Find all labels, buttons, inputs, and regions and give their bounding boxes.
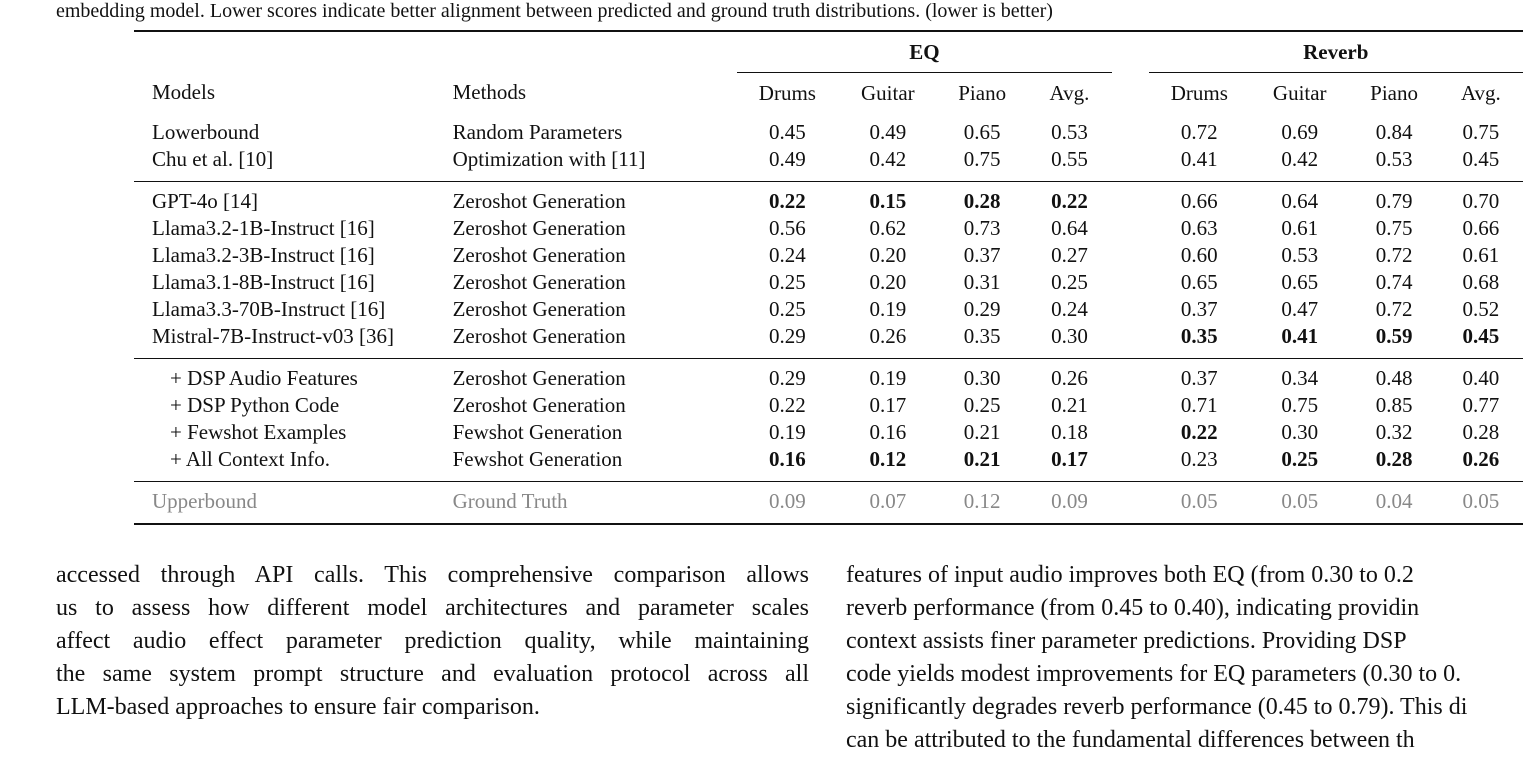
table-row: [134, 113, 1523, 146]
reverb-value-cell: 0.48: [1375, 366, 1413, 390]
col-header-reverb-avg: Avg.: [1460, 80, 1501, 105]
reverb-value-cell: 0.05: [1281, 489, 1319, 513]
col-header-eq-piano: Piano: [958, 80, 1007, 105]
body-line: LLM-based approaches to ensure fair comparison.: [56, 694, 540, 720]
reverb-value-cell: 0.70: [1462, 189, 1500, 213]
table-row: [134, 392, 1523, 419]
method-cell: Optimization with [11]: [452, 147, 646, 171]
reverb-value-cell: 0.60: [1180, 243, 1218, 267]
column-gap: [1112, 182, 1149, 216]
model-name-cell: + DSP Audio Features: [170, 366, 358, 390]
eq-value-cell: 0.09: [769, 489, 806, 513]
group-header-reverb: Reverb: [1149, 31, 1523, 73]
eq-value-cell: 0.49: [869, 120, 907, 144]
reverb-value-cell: 0.47: [1281, 297, 1319, 321]
eq-value-cell: 0.26: [1051, 366, 1088, 390]
eq-value-cell: 0.73: [963, 216, 1001, 240]
reverb-value-cell: 0.72: [1375, 243, 1413, 267]
method-cell: Zeroshot Generation: [452, 324, 626, 348]
reverb-value-cell: 0.23: [1180, 447, 1218, 471]
eq-value-cell: 0.37: [963, 243, 1001, 267]
reverb-value-cell: 0.28: [1375, 447, 1413, 471]
reverb-value-cell: 0.25: [1281, 447, 1319, 471]
reverb-value-cell: 0.05: [1180, 489, 1218, 513]
eq-value-cell: 0.75: [963, 147, 1001, 171]
method-cell: Zeroshot Generation: [452, 216, 626, 240]
column-gap: [1112, 323, 1149, 359]
col-header-models: Models: [152, 80, 215, 105]
eq-value-cell: 0.24: [769, 243, 806, 267]
method-cell: Zeroshot Generation: [452, 393, 626, 417]
reverb-value-cell: 0.65: [1180, 270, 1218, 294]
method-cell: Fewshot Generation: [452, 447, 623, 471]
table-row: [134, 296, 1523, 323]
method-cell: Fewshot Generation: [452, 420, 623, 444]
reverb-value-cell: 0.53: [1375, 147, 1413, 171]
model-name-cell: Llama3.2-1B-Instruct [16]: [152, 216, 375, 240]
reverb-value-cell: 0.05: [1462, 489, 1500, 513]
eq-value-cell: 0.20: [869, 270, 907, 294]
results-table-container: [134, 30, 1523, 525]
eq-value-cell: 0.65: [963, 120, 1001, 144]
model-name-cell: Llama3.1-8B-Instruct [16]: [152, 270, 375, 294]
reverb-value-cell: 0.68: [1462, 270, 1500, 294]
column-gap: [1112, 359, 1149, 393]
reverb-value-cell: 0.22: [1180, 420, 1218, 444]
eq-value-cell: 0.29: [769, 366, 806, 390]
body-line: reverb performance (from 0.45 to 0.40), indicating providin: [846, 595, 1420, 621]
reverb-value-cell: 0.59: [1375, 324, 1413, 348]
eq-value-cell: 0.30: [963, 366, 1001, 390]
eq-value-cell: 0.21: [963, 447, 1001, 471]
col-header-reverb-piano: Piano: [1370, 80, 1419, 105]
eq-value-cell: 0.22: [1051, 189, 1088, 213]
body-line: significantly degrades reverb performance (0.45 to 0.79). This di: [846, 694, 1468, 720]
reverb-value-cell: 0.45: [1462, 147, 1500, 171]
body-line: accessed through API calls. This comprehensive comparison allows: [56, 562, 809, 588]
eq-value-cell: 0.49: [769, 147, 806, 171]
body-line: affect audio effect parameter prediction quality, while maintaining: [56, 628, 809, 654]
reverb-value-cell: 0.69: [1281, 120, 1319, 144]
eq-value-cell: 0.64: [1051, 216, 1088, 240]
body-line: features of input audio improves both EQ (from 0.30 to 0.2: [846, 562, 1414, 588]
eq-value-cell: 0.19: [769, 420, 806, 444]
table-row: [134, 242, 1523, 269]
eq-value-cell: 0.19: [869, 297, 907, 321]
eq-value-cell: 0.18: [1051, 420, 1088, 444]
column-gap: [1112, 269, 1149, 296]
col-header-eq-guitar: Guitar: [860, 80, 915, 105]
body-line: can be attributed to the fundamental differences between th: [846, 727, 1415, 753]
eq-value-cell: 0.12: [963, 489, 1001, 513]
eq-value-cell: 0.20: [869, 243, 907, 267]
reverb-value-cell: 0.37: [1180, 366, 1218, 390]
eq-value-cell: 0.29: [769, 324, 806, 348]
model-name-cell: Upperbound: [152, 489, 257, 513]
reverb-value-cell: 0.45: [1462, 324, 1500, 348]
eq-value-cell: 0.24: [1051, 297, 1088, 321]
reverb-value-cell: 0.77: [1462, 393, 1500, 417]
eq-value-cell: 0.26: [869, 324, 907, 348]
model-name-cell: Chu et al. [10]: [152, 147, 274, 171]
reverb-value-cell: 0.79: [1375, 189, 1413, 213]
reverb-value-cell: 0.72: [1180, 120, 1218, 144]
table-row: [134, 419, 1523, 446]
column-gap: [1112, 296, 1149, 323]
reverb-value-cell: 0.85: [1375, 393, 1413, 417]
eq-value-cell: 0.22: [769, 189, 806, 213]
col-header-eq-drums: Drums: [758, 80, 816, 105]
eq-value-cell: 0.19: [869, 366, 907, 390]
model-name-cell: Mistral-7B-Instruct-v03 [36]: [152, 324, 395, 348]
reverb-value-cell: 0.61: [1281, 216, 1319, 240]
eq-value-cell: 0.42: [869, 147, 907, 171]
reverb-value-cell: 0.66: [1462, 216, 1500, 240]
eq-value-cell: 0.35: [963, 324, 1001, 348]
eq-value-cell: 0.62: [869, 216, 907, 240]
reverb-value-cell: 0.61: [1462, 243, 1500, 267]
column-gap: [1112, 113, 1149, 146]
method-cell: Zeroshot Generation: [452, 243, 626, 267]
eq-value-cell: 0.28: [963, 189, 1001, 213]
body-line: the same system prompt structure and evaluation protocol across all: [56, 661, 809, 687]
table-row: [134, 446, 1523, 482]
group-header-eq: EQ: [737, 31, 1112, 73]
reverb-value-cell: 0.52: [1462, 297, 1500, 321]
eq-value-cell: 0.29: [963, 297, 1001, 321]
eq-value-cell: 0.25: [769, 297, 806, 321]
reverb-value-cell: 0.75: [1462, 120, 1500, 144]
eq-value-cell: 0.09: [1051, 489, 1088, 513]
method-cell: Random Parameters: [452, 120, 623, 144]
table-row: [134, 146, 1523, 182]
eq-value-cell: 0.07: [869, 489, 907, 513]
reverb-value-cell: 0.30: [1281, 420, 1319, 444]
column-gap: [1112, 215, 1149, 242]
column-gap: [1112, 242, 1149, 269]
model-name-cell: Lowerbound: [152, 120, 260, 144]
method-cell: Zeroshot Generation: [452, 297, 626, 321]
reverb-value-cell: 0.04: [1375, 489, 1413, 513]
eq-value-cell: 0.15: [869, 189, 907, 213]
reverb-value-cell: 0.65: [1281, 270, 1319, 294]
body-text-left-column: [56, 559, 809, 724]
col-header-reverb-guitar: Guitar: [1272, 80, 1327, 105]
results-table: [134, 30, 1523, 525]
eq-value-cell: 0.31: [963, 270, 1001, 294]
sub-header-row: [134, 73, 1523, 114]
model-name-cell: + All Context Info.: [170, 447, 331, 471]
eq-value-cell: 0.21: [963, 420, 1001, 444]
table-row: [134, 182, 1523, 216]
method-cell: Zeroshot Generation: [452, 366, 626, 390]
model-name-cell: + DSP Python Code: [170, 393, 340, 417]
eq-value-cell: 0.16: [769, 447, 806, 471]
body-line: us to assess how different model architectures and parameter scales: [56, 595, 809, 621]
group-header-row: [134, 31, 1523, 73]
reverb-value-cell: 0.75: [1281, 393, 1319, 417]
reverb-value-cell: 0.75: [1375, 216, 1413, 240]
eq-value-cell: 0.25: [769, 270, 806, 294]
reverb-value-cell: 0.42: [1281, 147, 1319, 171]
reverb-value-cell: 0.32: [1375, 420, 1413, 444]
col-header-eq-avg: Avg.: [1049, 80, 1090, 105]
column-gap: [1112, 419, 1149, 446]
eq-value-cell: 0.56: [769, 216, 806, 240]
model-name-cell: Llama3.2-3B-Instruct [16]: [152, 243, 375, 267]
body-line: context assists finer parameter predictions. Providing DSP: [846, 628, 1407, 654]
table-row: [134, 482, 1523, 525]
column-gap: [1112, 146, 1149, 182]
reverb-value-cell: 0.71: [1180, 393, 1218, 417]
model-name-cell: Llama3.3-70B-Instruct [16]: [152, 297, 386, 321]
column-gap: [1112, 446, 1149, 482]
body-line: code yields modest improvements for EQ parameters (0.30 to 0.: [846, 661, 1462, 687]
body-text-right-column: [846, 559, 1523, 757]
method-cell: Zeroshot Generation: [452, 270, 626, 294]
model-name-cell: GPT-4o [14]: [152, 189, 258, 213]
eq-value-cell: 0.25: [963, 393, 1001, 417]
eq-value-cell: 0.55: [1051, 147, 1088, 171]
eq-value-cell: 0.30: [1051, 324, 1088, 348]
table-row: [134, 215, 1523, 242]
table-row: [134, 359, 1523, 393]
reverb-value-cell: 0.40: [1462, 366, 1500, 390]
eq-value-cell: 0.17: [869, 393, 907, 417]
reverb-value-cell: 0.37: [1180, 297, 1218, 321]
reverb-value-cell: 0.74: [1375, 270, 1413, 294]
eq-value-cell: 0.17: [1051, 447, 1088, 471]
eq-value-cell: 0.25: [1051, 270, 1088, 294]
reverb-value-cell: 0.66: [1180, 189, 1218, 213]
eq-value-cell: 0.16: [869, 420, 907, 444]
reverb-value-cell: 0.64: [1281, 189, 1319, 213]
column-gap: [1112, 482, 1149, 525]
method-cell: Ground Truth: [452, 489, 568, 513]
eq-value-cell: 0.53: [1051, 120, 1088, 144]
eq-value-cell: 0.21: [1051, 393, 1088, 417]
table-body: [134, 113, 1523, 524]
reverb-value-cell: 0.41: [1180, 147, 1218, 171]
reverb-value-cell: 0.26: [1462, 447, 1500, 471]
eq-value-cell: 0.45: [769, 120, 806, 144]
reverb-value-cell: 0.63: [1180, 216, 1218, 240]
table-row: [134, 269, 1523, 296]
table-row: [134, 323, 1523, 359]
table-caption: embedding model. Lower scores indicate better alignment between predicted and ground truth distributions. (lower is better): [56, 0, 1053, 22]
eq-value-cell: 0.12: [869, 447, 907, 471]
column-gap: [1112, 392, 1149, 419]
model-name-cell: + Fewshot Examples: [170, 420, 347, 444]
eq-value-cell: 0.22: [769, 393, 806, 417]
reverb-value-cell: 0.41: [1281, 324, 1319, 348]
eq-value-cell: 0.27: [1051, 243, 1088, 267]
col-header-methods: Methods: [452, 80, 527, 105]
reverb-value-cell: 0.84: [1375, 120, 1413, 144]
reverb-value-cell: 0.28: [1462, 420, 1500, 444]
method-cell: Zeroshot Generation: [452, 189, 626, 213]
reverb-value-cell: 0.53: [1281, 243, 1319, 267]
col-header-reverb-drums: Drums: [1170, 80, 1228, 105]
reverb-value-cell: 0.34: [1281, 366, 1319, 390]
reverb-value-cell: 0.72: [1375, 297, 1413, 321]
reverb-value-cell: 0.35: [1180, 324, 1218, 348]
